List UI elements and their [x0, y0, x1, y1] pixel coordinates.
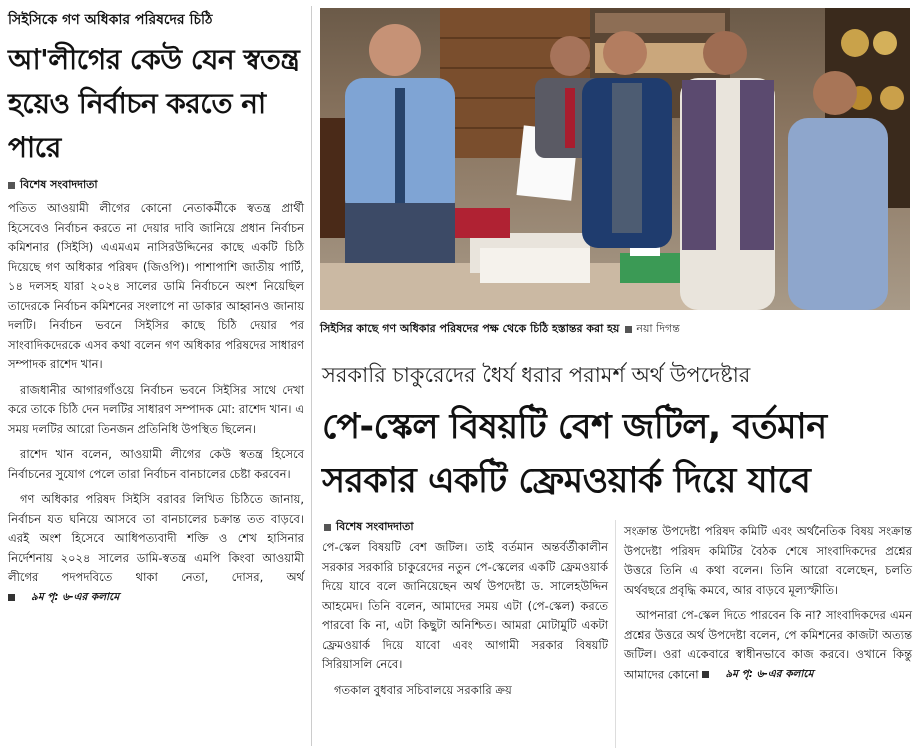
photo-illustration	[320, 8, 910, 310]
photo-caption	[320, 320, 910, 339]
right-kicker: সরকারি চাকুরেদের ধৈর্য ধরার পরামর্শ অর্থ উপদেষ্টার	[322, 363, 751, 387]
square-icon	[625, 326, 632, 333]
right-byline	[324, 518, 414, 537]
column-divider	[615, 520, 616, 748]
right-paragraph: গতকাল বুধবার সচিবালয়ে সরকারি ক্রয়	[334, 682, 512, 697]
right-continued	[702, 665, 813, 685]
left-paragraph: রাজধানীর আগারগাঁওয়ে নির্বাচন ভবনে সিইসির সাথে দেখা করে তাকে চিঠি দেন দলটির সাধারণ সম্পাদক মো: রাশেদ খান। এ সময় দলটির আরো তিনজন প্রতিনিধি উপস্থিত ছিলেন।	[8, 382, 304, 436]
left-paragraph-text: গণ অধিকার পরিষদ সিইসি বরাবর লিখিত চিঠিতে জানায়, নির্বাচন যত ঘনিয়ে আসবে তা বানচালের চক্রান্ত তত বাড়বে। এরই অংশ হিসেবে আধিপত্যবাদী শক্তি ও শেখ হাসিনার নির্দেশনায় ২০২৪ সালের ডামি-স্বতন্ত্র এমপি কিংবা আওয়ামী লীগের পদপদবিতে থাকা নেতা, দোসর, অর্থ	[8, 492, 304, 584]
left-continued-text: ৯ম পৃ: ৬-এর কলামে	[31, 590, 120, 603]
bullet-icon	[8, 182, 15, 189]
right-paragraph: সংক্রান্ত উপদেষ্টা পরিষদ কমিটি এবং অর্থনৈতিক বিষয় সংক্রান্ত উপদেষ্টা পরিষদ কমিটির বৈঠক শেষে সাংবাদিকদের প্রশ্নের উত্তরে তিনি এ কথা বলেন। তিনি আরো বলেছেন, চলতি অর্থবছরে প্রবৃদ্ধি কমবে, আর বাড়বে মূল্যস্ফীতি।	[624, 524, 912, 597]
column-divider	[311, 6, 312, 746]
left-byline	[8, 176, 306, 195]
left-continued	[8, 588, 119, 608]
square-icon	[702, 671, 709, 678]
right-paragraph: পে-স্কেল বিষয়টি বেশ জটিল। তাই বর্তমান অন্তর্বর্তীকালীন সরকার সরকারি চাকুরেদের নতুন পে-স্কেলের একটি ফ্রেমওয়ার্ক দিয়ে যাবে বলে জানিয়েছেন অর্থ উপদেষ্টা ড. সালেহউদ্দিন আহমেদ। তিনি বলেন, আমাদের সময় এটা (পে-স্কেল) করতে পারবো কি না, এটা কিছুটা অনিশ্চিত। আমরা মোটামুটি একটা ফ্রেমওয়ার্ক দিয়ে যাবো এবং আগামী সরকার বিষয়টি সিরিয়াসলি নেবে।	[322, 540, 608, 671]
bullet-icon	[324, 524, 331, 531]
photo-caption-text: সিইসির কাছে গণ অধিকার পরিষদের পক্ষ থেকে চিঠি হস্তান্তর করা হয়	[320, 322, 620, 335]
right-column-1	[320, 538, 610, 750]
right-continued-text: ৯ম পৃ: ৬-এর কলামে	[725, 667, 814, 680]
right-byline-text: বিশেষ সংবাদদাতা	[336, 520, 414, 533]
right-headline: পে-স্কেল বিষয়টি বেশ জটিল, বর্তমান সরকার একটি ফ্রেমওয়ার্ক দিয়ে যাবে	[322, 407, 827, 501]
right-paragraph-text: আপনারা পে-স্কেল দিতে পারবেন কি না? সাংবাদিকদের এমন প্রশ্নের উত্তরে অর্থ উপদেষ্টা বলেন, পে কমিশনের কাজটা অত্যন্ত জটিল। ওরা একেবারে স্বাধীনভাবে কাজ করবে। ওখানে কিন্তু আমাদের কোনো	[624, 608, 912, 681]
left-article	[6, 6, 306, 746]
left-paragraph: পতিত আওয়ামী লীগের কোনো নেতাকর্মীকে স্বতন্ত্র প্রার্থী হিসেবেও নির্বাচন করতে না দেয়ার দাবি জানিয়ে প্রধান নির্বাচন কমিশনার (সিইসি) এএমএম নাসিরউদ্দিনের কাছে একটি চিঠি দিয়েছে গণ অধিকার পরিষদ (জিওপি)। পাশাপাশি জাতীয় পার্টি, ১৪ দলসহ যারা ২০২৪ সালের ডামি নির্বাচনে অংশ নিয়েছিল তাদেরকে নির্বাচন কমিশনের সংলাপে না ডাকার আহ্বানও জানায় দলটি। নির্বাচন ভবনে সিইসির কাছে চিঠি দেয়ার পর সাংবাদিকদেরকে এসব কথা বলেন গণ অধিকার পরিষদের সাধারণ সম্পাদক রাশেদ খান।	[8, 201, 304, 371]
left-byline-text: বিশেষ সংবাদদাতা	[20, 178, 98, 191]
left-kicker: সিইসিকে গণ অধিকার পরিষদের চিঠি	[8, 12, 213, 28]
news-photo	[320, 8, 910, 310]
square-icon	[8, 594, 15, 601]
photo-source-text: নয়া দিগন্ত	[636, 322, 680, 335]
photo-source	[625, 320, 679, 339]
left-paragraph	[8, 490, 304, 607]
left-headline: আ'লীগের কেউ যেন স্বতন্ত্র হয়েও নির্বাচন করতে না পারে	[8, 43, 300, 164]
right-column-2	[622, 522, 914, 750]
left-paragraph: রাশেদ খান বলেন, আওয়ামী লীগের কেউ স্বতন্ত্র হিসেবে নির্বাচনের সুযোগ পেলে তারা নির্বাচন বানচালের চেষ্টা করবেন।	[8, 447, 304, 481]
right-paragraph	[624, 606, 912, 684]
